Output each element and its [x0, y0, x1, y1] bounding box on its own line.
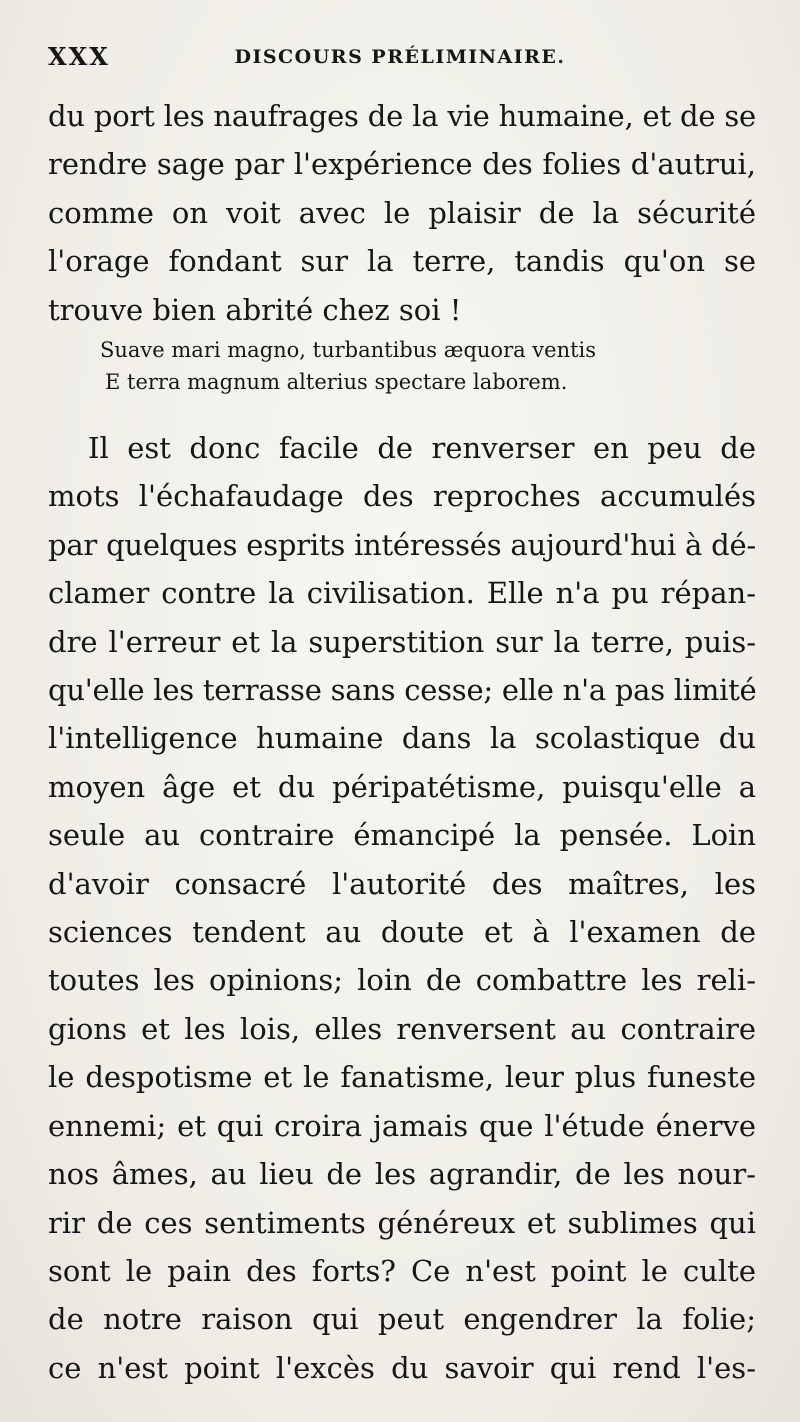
text-line: l'orage fondant sur la terre, tandis qu'on se	[48, 244, 756, 279]
verse-line: E terra magnum alterius spectare laborem.	[105, 370, 568, 394]
text-line: le despotisme et le fanatisme, leur plus funeste	[48, 1060, 756, 1095]
text-line: de notre raison qui peut engendrer la folie;	[48, 1302, 756, 1337]
text-line: rir de ces sentiments généreux et sublimes qui	[48, 1205, 756, 1240]
text-line: rendre sage par l'expérience des folies d'autrui,	[48, 147, 756, 182]
text-line: trouve bien abrité chez soi !	[48, 292, 462, 327]
text-line: par quelques esprits intéressés aujourd'hui à dé-	[48, 527, 756, 562]
text-line: ce n'est point l'excès du savoir qui rend l'es-	[48, 1350, 756, 1385]
text-line: l'intelligence humaine dans la scolastique du	[48, 721, 756, 756]
page-header	[48, 40, 752, 80]
text-line: ennemi; et qui croira jamais que l'étude énerve	[48, 1108, 756, 1143]
running-title: DISCOURS PRÉLIMINAIRE.	[234, 46, 566, 68]
text-line: nos âmes, au lieu de les agrandir, de les nour-	[48, 1157, 756, 1192]
text-line: comme on voit avec le plaisir de la sécurité	[48, 195, 756, 230]
verse-line: Suave mari magno, turbantibus æquora ventis	[100, 338, 597, 362]
text-line: d'avoir consacré l'autorité des maîtres, les	[48, 866, 756, 901]
text-line: toutes les opinions; loin de combattre les reli-	[48, 963, 756, 998]
text-line: mots l'échafaudage des reproches accumulés	[48, 479, 756, 514]
text-line: Il est donc facile de renverser en peu de	[88, 431, 756, 465]
text-line: gions et les lois, elles renversent au contraire	[48, 1011, 756, 1046]
page-number: XXX	[48, 42, 110, 71]
text-line: du port les naufrages de la vie humaine, et de se	[48, 99, 756, 133]
latin-verse-quote	[100, 334, 720, 398]
text-line: qu'elle les terrasse sans cesse; elle n'a pas limité	[48, 673, 757, 708]
text-line: sont le pain des forts? Ce n'est point le culte	[48, 1253, 756, 1288]
text-line: sciences tendent au doute et à l'examen de	[48, 915, 756, 950]
text-line: moyen âge et du péripatétisme, puisqu'elle a	[48, 769, 756, 804]
text-line: seule au contraire émancipé la pensée. Loin	[48, 818, 756, 853]
text-line: clamer contre la civilisation. Elle n'a pu répan-	[48, 576, 756, 611]
paragraph-2	[48, 424, 756, 1392]
paragraph-1	[48, 92, 756, 334]
text-line: dre l'erreur et la superstition sur la terre, puis-	[48, 624, 756, 659]
